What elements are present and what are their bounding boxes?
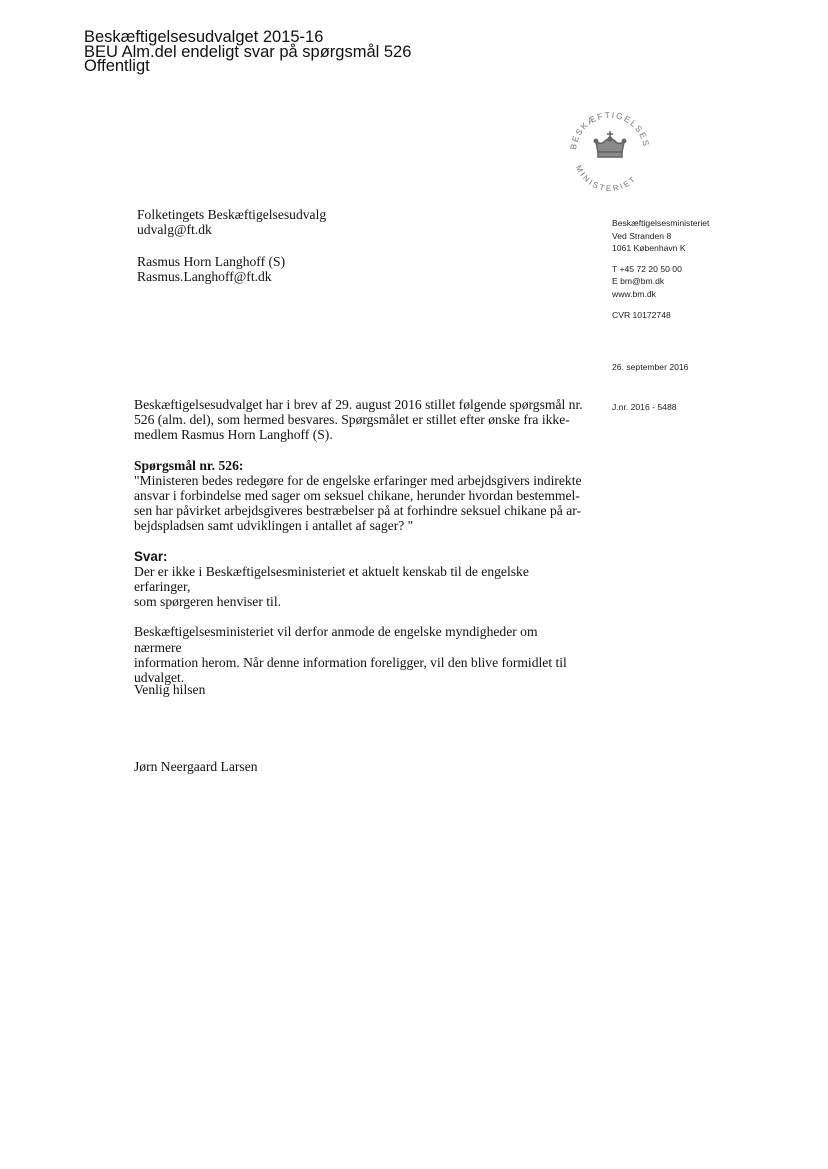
sender-city: 1061 København K <box>612 243 686 254</box>
answer-line: Der er ikke i Beskæftigelsesministeriet et aktuelt kenskab til de engelske erfaringer, <box>134 563 529 595</box>
stamp-reference: BEU Alm.del endeligt svar på spørgsmål 526 <box>84 42 412 61</box>
addressee-person-email: Rasmus.Langhoff@ft.dk <box>137 269 272 284</box>
stamp-committee: Beskæftigelsesudvalget 2015-16 <box>84 28 324 46</box>
addressee-block <box>137 207 326 284</box>
answer-heading: Svar: <box>134 548 168 564</box>
intro-line: medlem Rasmus Horn Langhoff (S). <box>134 427 333 443</box>
answer-line: information herom. Når denne information foreligger, vil den blive formidlet til <box>134 654 567 670</box>
closing-greeting: Venlig hilsen <box>134 682 206 697</box>
sender-phone: T +45 72 20 50 00 <box>612 263 682 274</box>
question-line: sen har påvirket arbejdsgiveres bestræbelser på at forhindre seksuel chikane på ar- <box>134 503 582 519</box>
answer-section <box>134 549 584 610</box>
letter-body <box>134 397 584 700</box>
sender-cvr: CVR 10172748 <box>612 309 671 320</box>
intro-paragraph <box>134 397 584 443</box>
addressee-person: Rasmus Horn Langhoff (S) <box>137 254 286 269</box>
question-heading: Spørgsmål nr. 526: <box>134 457 244 473</box>
question-line: ansvar i forbindelse med sager om seksuel chikane, herunder hvordan bestemmel- <box>134 488 580 504</box>
crown-icon <box>594 131 625 157</box>
sender-block <box>612 217 710 412</box>
question-line: bejdspladsen samt udviklingen i antallet af sager? " <box>134 518 414 534</box>
sender-street: Ved Stranden 8 <box>612 230 672 241</box>
addressee-org: Folketingets Beskæftigelsesudvalg <box>137 207 327 222</box>
letter-date: 26. september 2016 <box>612 362 689 372</box>
sender-name: Beskæftigelsesministeriet <box>612 218 710 228</box>
addressee-org-email: udvalg@ft.dk <box>137 222 212 237</box>
sender-web: www.bm.dk <box>612 288 656 299</box>
stamp-status: Offentligt <box>84 57 150 75</box>
question-section <box>134 458 584 534</box>
answer-line: Beskæftigelsesministeriet vil derfor anmode de engelske myndigheder om nærmere <box>134 624 538 655</box>
svg-text:MINISTERIET: MINISTERIET <box>573 163 639 194</box>
signatory-name: Jørn Neergaard Larsen <box>134 759 258 774</box>
question-line: "Ministeren bedes redegøre for de engelske erfaringer med arbejdsgivers indirekte <box>134 472 582 488</box>
intro-line: Beskæftigelsesudvalget har i brev af 29. august 2016 stillet følgende spørgsmål nr. <box>134 397 583 412</box>
answer-followup <box>134 624 584 685</box>
answer-line: udvalget. <box>134 670 185 686</box>
answer-line: som spørgeren henviser til. <box>134 594 281 610</box>
ministry-seal-logo <box>560 97 660 197</box>
svg-text:BESKÆFTIGELSES: BESKÆFTIGELSES <box>567 109 652 151</box>
sender-email: E bm@bm.dk <box>612 276 665 287</box>
document-stamp <box>84 30 411 74</box>
intro-line: 526 (alm. del), som hermed besvares. Spørgsmålet er stillet efter ønske fra ikke- <box>134 412 570 428</box>
journal-number: J.nr. 2016 - 5488 <box>612 402 677 412</box>
